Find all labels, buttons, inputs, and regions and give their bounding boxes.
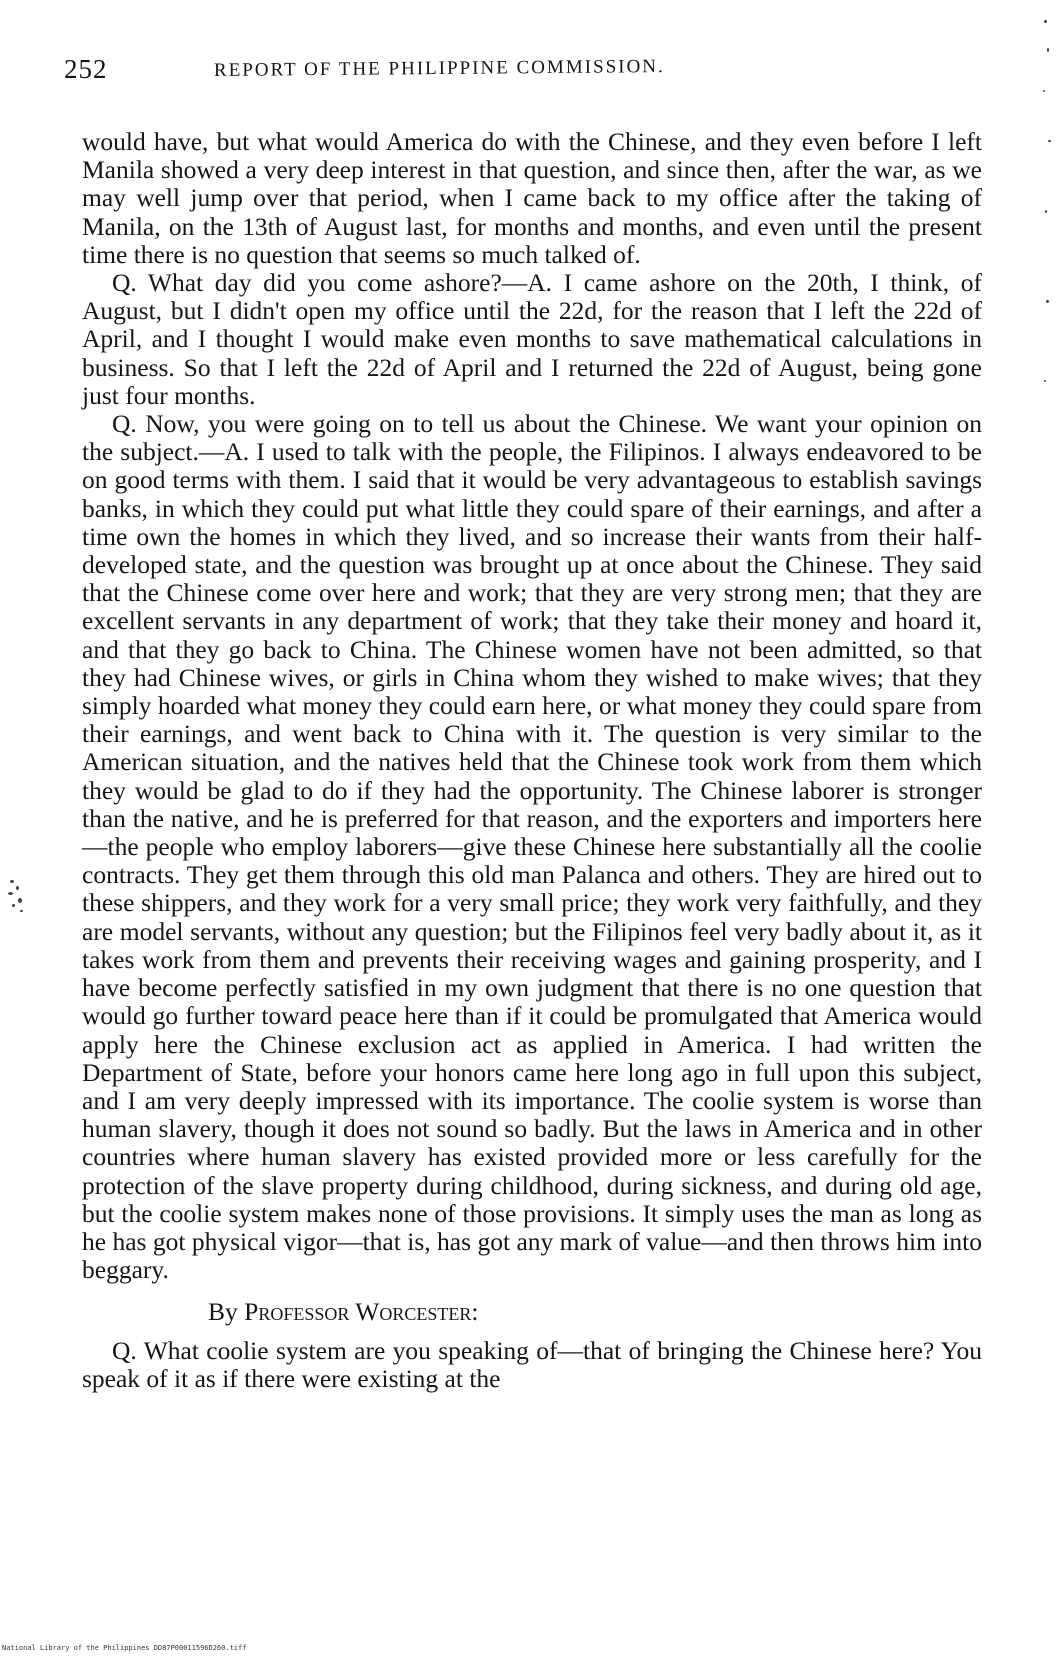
scan-margin-noise xyxy=(1040,0,1054,420)
paragraph-question-coolie: Q. What coolie system are you speaking of—that of bringing the Chinese here? You speak of it as if there were existing at the xyxy=(82,1335,982,1393)
paragraph-question-ashore: Q. What day did you come ashore?—A. I came ashore on the 20th, I think, of August, but I didn't open my office until the 22d, for the reason that I left the 22d of April, and I thought I would make even months to save mathematical calculations in business. So that I left the 22d of April and I returned the 22d of August, being gone just four months. xyxy=(82,268,982,410)
speaker-prefix: By xyxy=(208,1297,245,1327)
speaker-name: Professor Worcester xyxy=(244,1297,472,1327)
speaker-heading xyxy=(82,1298,982,1326)
body-text xyxy=(82,128,982,1393)
page-number: 252 xyxy=(64,54,108,84)
paragraph-question-chinese: Q. Now, you were going on to tell us about the Chinese. We want your opinion on the subject.—A. I used to talk with the people, the Filipinos. I always endeavored to be on good terms with them. I said that it would be very advantageous to establish savings banks, in which they could put what little they could spare of their earnings, and after a time own the homes in which they lived, and so increase their wants from their half-developed state, and the question was brought up at once about the Chinese. They said that the Chinese come over here and work; that they are very strong men; that they are excellent servants in any department of work; that they take their money and hoard it, and that they go back to China. The Chinese women have not been admitted, so that they had Chinese wives, or girls in China whom they wished to make wives; that they simply hoarded what money they could earn here, or what money they could spare from their earnings, and went back to China with it. The question is very similar to the American situation, and the natives held that the Chinese took work from them which they would be glad to do if they had the opportunity. The Chinese laborer is stronger than the native, and he is preferred for that reason, and the exporters and importers here—the people who employ laborers—give these Chinese here substantially all the coolie contracts. They get them through this old man Palanca and others. They are hired out to these shippers, and they work for a very small price; they work very faithfully, and they are model servants, without any question; but the Filipinos feel very badly about it, as it takes work from them and prevents their receiving wages and gaining prosperity, and I have become perfectly satisfied in my own judgment that there is no one question that would go further toward peace here than if it could be promulgated that America would apply here the Chinese exclusion act as applied in America. I had written the Department of State, before your honors came here long ago in full upon this subject, and I am very deeply impressed with its importance. The coolie system is worse than human slavery, though it does not sound so badly. But the laws in America and in other countries where human slavery has existed provided more or less carefully for the protection of the slave property during childhood, during sickness, and during old age, but the coolie system makes none of those provisions. It simply uses the man as long as he has got physical vigor—that is, has got any mark of value—and then throws him into beggary. xyxy=(82,409,982,1285)
scan-left-smudge xyxy=(4,878,30,918)
scan-footer: National Library of the Philippines DD87P00011596D260.tiff xyxy=(2,1644,247,1652)
speaker-suffix: : xyxy=(471,1297,479,1327)
running-title: REPORT OF THE PHILIPPINE COMMISSION. xyxy=(213,56,665,81)
page-header xyxy=(64,52,964,92)
paragraph-continuation: would have, but what would America do with the Chinese, and they even before I left Manila showed a very deep interest in that question, and since then, after the war, as we may well jump over that period, when I came back to my office after the taking of Manila, on the 13th of August last, for months and months, and even until the present time there is no question that seems so much talked of. xyxy=(82,127,982,269)
